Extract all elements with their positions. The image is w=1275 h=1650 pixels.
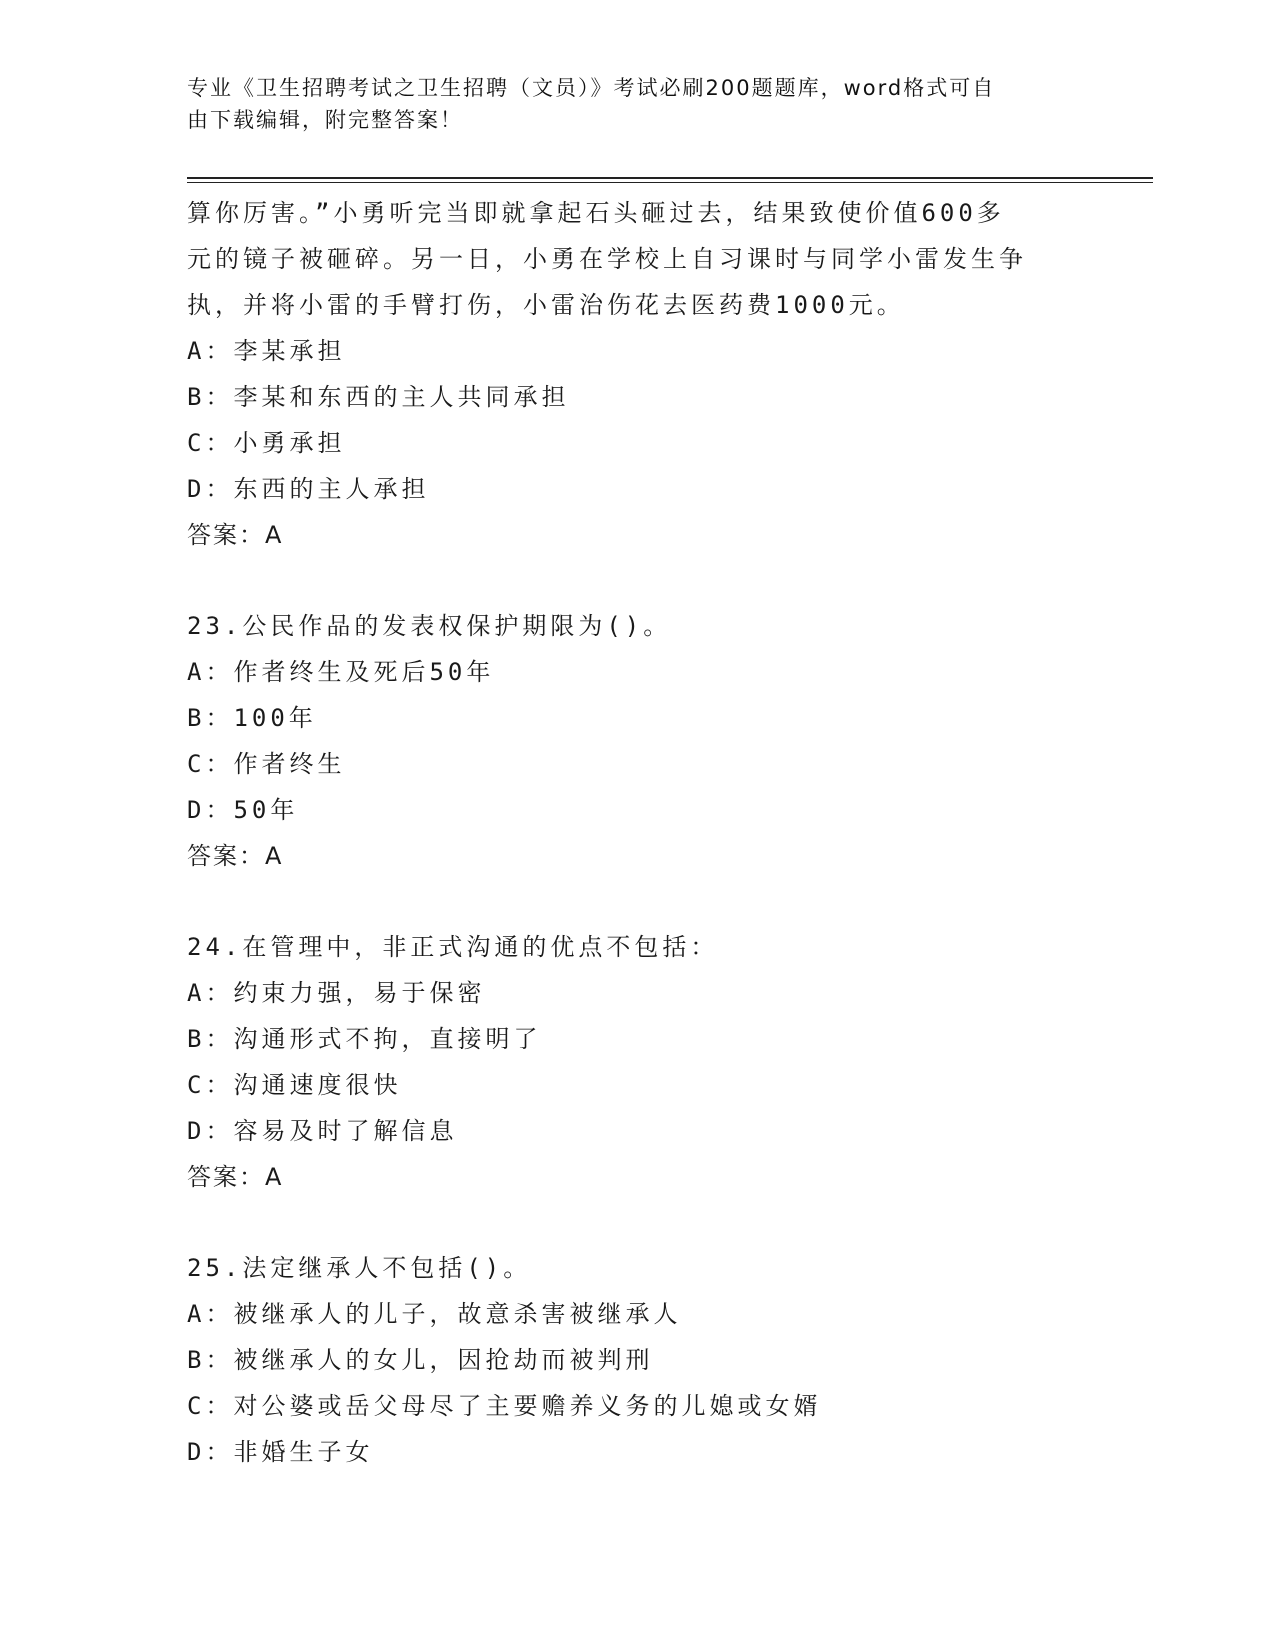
option-c: C：作者终生 (187, 750, 346, 778)
question-24 (187, 924, 1087, 1200)
question-text-line: 元的镜子被砸碎。另一日，小勇在学校上自习课时与同学小雷发生争 (187, 245, 1027, 273)
spacer (187, 1200, 1087, 1245)
option-d: D：容易及时了解信息 (187, 1117, 458, 1145)
option-d: D：非婚生子女 (187, 1438, 374, 1466)
option-b: B：100年 (187, 704, 317, 732)
question-23 (187, 603, 1087, 879)
spacer (187, 879, 1087, 924)
option-a: A：约束力强，易于保密 (187, 979, 486, 1007)
option-a: A：被继承人的儿子，故意杀害被继承人 (187, 1300, 682, 1328)
spacer (187, 558, 1087, 603)
header-title-line-1: 专业《卫生招聘考试之卫生招聘（文员）》考试必刷200题题库，word格式可自 (187, 76, 996, 100)
question-stem: 24.在管理中，非正式沟通的优点不包括： (187, 933, 719, 961)
question-25 (187, 1245, 1087, 1475)
question-stem: 25.法定继承人不包括()。 (187, 1254, 532, 1282)
answer-line: 答案：A (187, 1163, 284, 1191)
header-divider-thin (187, 182, 1153, 183)
header-title-line-2: 由下载编辑，附完整答案！ (187, 108, 463, 132)
option-c: C：小勇承担 (187, 429, 346, 457)
answer-line: 答案：A (187, 842, 284, 870)
question-text-line: 执，并将小雷的手臂打伤，小雷治伤花去医药费1000元。 (187, 291, 905, 319)
option-d: D：50年 (187, 796, 299, 824)
question-stem: 23.公民作品的发表权保护期限为()。 (187, 612, 672, 640)
option-c: C：沟通速度很快 (187, 1071, 402, 1099)
option-b: B：被继承人的女儿，因抢劫而被判刑 (187, 1346, 654, 1374)
document-header (187, 72, 1067, 136)
question-22-continuation (187, 190, 1087, 558)
question-text-line: 算你厉害。”小勇听完当即就拿起石头砸过去，结果致使价值600多 (187, 199, 1005, 227)
option-b: B：沟通形式不拘，直接明了 (187, 1025, 542, 1053)
option-c: C：对公婆或岳父母尽了主要赡养义务的儿媳或女婿 (187, 1392, 822, 1420)
header-divider-thick (187, 177, 1153, 179)
document-body (187, 190, 1087, 1475)
option-a: A：李某承担 (187, 337, 346, 365)
option-b: B：李某和东西的主人共同承担 (187, 383, 570, 411)
option-d: D：东西的主人承担 (187, 475, 430, 503)
answer-line: 答案：A (187, 521, 284, 549)
option-a: A：作者终生及死后50年 (187, 658, 495, 686)
